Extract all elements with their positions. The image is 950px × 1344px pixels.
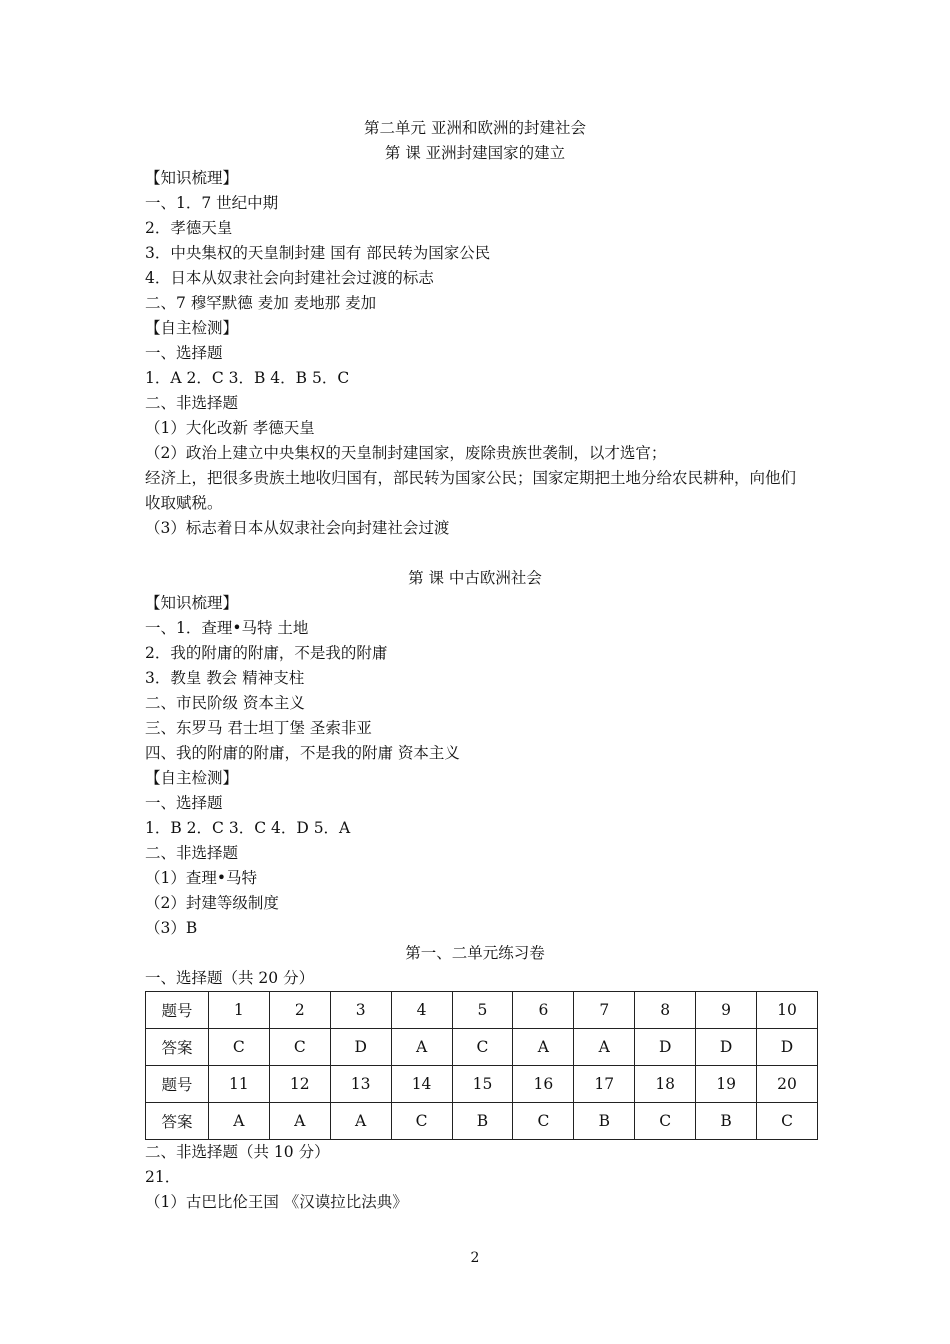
table-cell: A xyxy=(391,1029,452,1066)
table-cell: 题号 xyxy=(146,992,209,1029)
table-cell: B xyxy=(452,1103,513,1140)
table-cell: 12 xyxy=(269,1066,330,1103)
page-number: 2 xyxy=(470,1250,480,1266)
lesson2-knowledge-heading: 【知识梳理】 xyxy=(145,594,239,612)
lesson2-knowledge-item: 三、东罗马 君士坦丁堡 圣索非亚 xyxy=(145,719,372,737)
table-row xyxy=(146,1103,818,1140)
table-cell: 3 xyxy=(330,992,391,1029)
lesson2-knowledge-item: 2．我的附庸的附庸，不是我的附庸 xyxy=(145,644,388,662)
table-cell: C xyxy=(391,1103,452,1140)
table-cell: 11 xyxy=(208,1066,269,1103)
table-cell: 18 xyxy=(635,1066,696,1103)
table-row xyxy=(146,1066,818,1103)
lesson1-knowledge-item: 4．日本从奴隶社会向封建社会过渡的标志 xyxy=(145,269,434,287)
table-cell: C xyxy=(269,1029,330,1066)
table-cell: B xyxy=(696,1103,757,1140)
answer-table xyxy=(145,991,818,1140)
lesson1-title: 第 课 亚洲封建国家的建立 xyxy=(384,144,566,162)
lesson2-knowledge-item: 四、我的附庸的附庸，不是我的附庸 资本主义 xyxy=(145,744,460,762)
table-cell: 5 xyxy=(452,992,513,1029)
table-cell: C xyxy=(757,1103,818,1140)
lesson2-title: 第 课 中古欧洲社会 xyxy=(408,569,542,587)
table-cell: 13 xyxy=(330,1066,391,1103)
lesson1-knowledge-item: 2．孝德天皇 xyxy=(145,219,233,237)
table-cell: 4 xyxy=(391,992,452,1029)
lesson2-nonchoice-item: （1）查理•马特 xyxy=(145,869,258,887)
table-cell: 9 xyxy=(696,992,757,1029)
table-cell: 6 xyxy=(513,992,574,1029)
lesson1-knowledge-heading: 【知识梳理】 xyxy=(145,169,239,187)
table-cell: A xyxy=(330,1103,391,1140)
table-cell: 2 xyxy=(269,992,330,1029)
table-cell: D xyxy=(757,1029,818,1066)
exam-title: 第一、二单元练习卷 xyxy=(405,944,545,962)
lesson2-knowledge-item: 二、市民阶级 资本主义 xyxy=(145,694,305,712)
table-cell: B xyxy=(574,1103,635,1140)
lesson1-check-heading: 【自主检测】 xyxy=(145,319,239,337)
lesson1-knowledge-item: 一、1．7 世纪中期 xyxy=(145,194,279,212)
lesson2-choice-heading: 一、选择题 xyxy=(145,794,223,812)
table-cell: C xyxy=(452,1029,513,1066)
lesson1-nonchoice-item: （1）大化改新 孝德天皇 xyxy=(145,419,315,437)
lesson2-nonchoice-item: （2）封建等级制度 xyxy=(145,894,279,912)
lesson2-nonchoice-item: （3）B xyxy=(145,919,198,937)
lesson1-nonchoice-item: （3）标志着日本从奴隶社会向封建社会过渡 xyxy=(145,519,450,537)
table-cell: C xyxy=(208,1029,269,1066)
table-cell: A xyxy=(574,1029,635,1066)
table-cell: 答案 xyxy=(146,1103,209,1140)
table-row xyxy=(146,992,818,1029)
table-cell: D xyxy=(330,1029,391,1066)
lesson1-nonchoice-item: 经济上，把很多贵族土地收归国有，部民转为国家公民；国家定期把土地分给农民耕种，向他们收取赋税。 xyxy=(145,469,797,512)
table-cell: C xyxy=(635,1103,696,1140)
table-cell: 答案 xyxy=(146,1029,209,1066)
table-cell: C xyxy=(513,1103,574,1140)
exam-nonchoice-heading: 二、非选择题（共 10 分） xyxy=(145,1143,330,1161)
lesson1-knowledge-item: 二、7 穆罕默德 麦加 麦地那 麦加 xyxy=(145,294,377,312)
table-cell: D xyxy=(635,1029,696,1066)
unit-title: 第二单元 亚洲和欧洲的封建社会 xyxy=(364,119,586,137)
lesson1-choice-heading: 一、选择题 xyxy=(145,344,223,362)
table-cell: 7 xyxy=(574,992,635,1029)
lesson2-knowledge-item: 一、1．查理•马特 土地 xyxy=(145,619,309,637)
lesson1-nonchoice-heading: 二、非选择题 xyxy=(145,394,239,412)
table-cell: 8 xyxy=(635,992,696,1029)
table-cell: D xyxy=(696,1029,757,1066)
table-cell: 题号 xyxy=(146,1066,209,1103)
exam-q21-answer: （1）古巴比伦王国 《汉谟拉比法典》 xyxy=(145,1193,408,1211)
lesson1-nonchoice-item: （2）政治上建立中央集权的天皇制封建国家，废除贵族世袭制，以才选官； xyxy=(145,444,667,462)
table-cell: 15 xyxy=(452,1066,513,1103)
lesson1-knowledge-item: 3．中央集权的天皇制封建 国有 部民转为国家公民 xyxy=(145,244,491,262)
table-cell: 16 xyxy=(513,1066,574,1103)
table-cell: 14 xyxy=(391,1066,452,1103)
table-cell: A xyxy=(269,1103,330,1140)
table-cell: 17 xyxy=(574,1066,635,1103)
table-cell: 1 xyxy=(208,992,269,1029)
table-cell: 19 xyxy=(696,1066,757,1103)
lesson1-choice-answers: 1．A 2．C 3．B 4．B 5．C xyxy=(145,369,350,387)
table-cell: A xyxy=(208,1103,269,1140)
lesson2-check-heading: 【自主检测】 xyxy=(145,769,239,787)
exam-q21-label: 21． xyxy=(145,1168,181,1186)
table-row xyxy=(146,1029,818,1066)
table-cell: A xyxy=(513,1029,574,1066)
section-spacer xyxy=(145,541,825,566)
document-content xyxy=(145,116,825,1215)
lesson2-choice-answers: 1．B 2．C 3．C 4．D 5．A xyxy=(145,819,351,837)
exam-choice-heading: 一、选择题（共 20 分） xyxy=(145,969,315,987)
lesson2-knowledge-item: 3．教皇 教会 精神支柱 xyxy=(145,669,305,687)
table-cell: 10 xyxy=(757,992,818,1029)
table-cell: 20 xyxy=(757,1066,818,1103)
lesson2-nonchoice-heading: 二、非选择题 xyxy=(145,844,239,862)
